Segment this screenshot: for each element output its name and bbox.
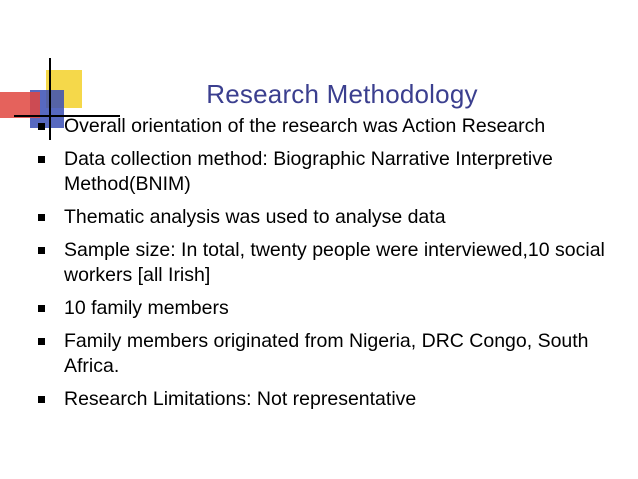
bullet-text: Family members originated from Nigeria, DRC Congo, South Africa.	[64, 330, 589, 377]
bullet-text: Sample size: In total, twenty people were interviewed,10 social workers [all Irish]	[64, 239, 605, 286]
square-bullet-icon	[38, 156, 45, 163]
square-bullet-icon	[38, 396, 45, 403]
square-bullet-icon	[38, 338, 45, 345]
square-bullet-icon	[38, 247, 45, 254]
bullet-text: 10 family members	[64, 297, 229, 319]
square-bullet-icon	[38, 123, 45, 130]
square-bullet-icon	[38, 214, 45, 221]
bullet-item	[38, 147, 623, 197]
bullet-item	[38, 329, 623, 379]
bullet-item	[38, 387, 623, 412]
bullet-text: Research Limitations: Not representative	[64, 388, 417, 410]
bullet-text: Overall orientation of the research was Action Research	[64, 115, 546, 137]
bullet-list	[38, 114, 623, 420]
bullet-text: Data collection method: Biographic Narrative Interpretive Method(BNIM)	[64, 148, 553, 195]
square-bullet-icon	[38, 305, 45, 312]
slide-title: Research Methodology	[206, 79, 478, 109]
bullet-item	[38, 205, 623, 230]
bullet-text: Thematic analysis was used to analyse data	[64, 206, 446, 228]
bullet-item	[38, 114, 623, 139]
bullet-item	[38, 238, 623, 288]
bullet-item	[38, 296, 623, 321]
